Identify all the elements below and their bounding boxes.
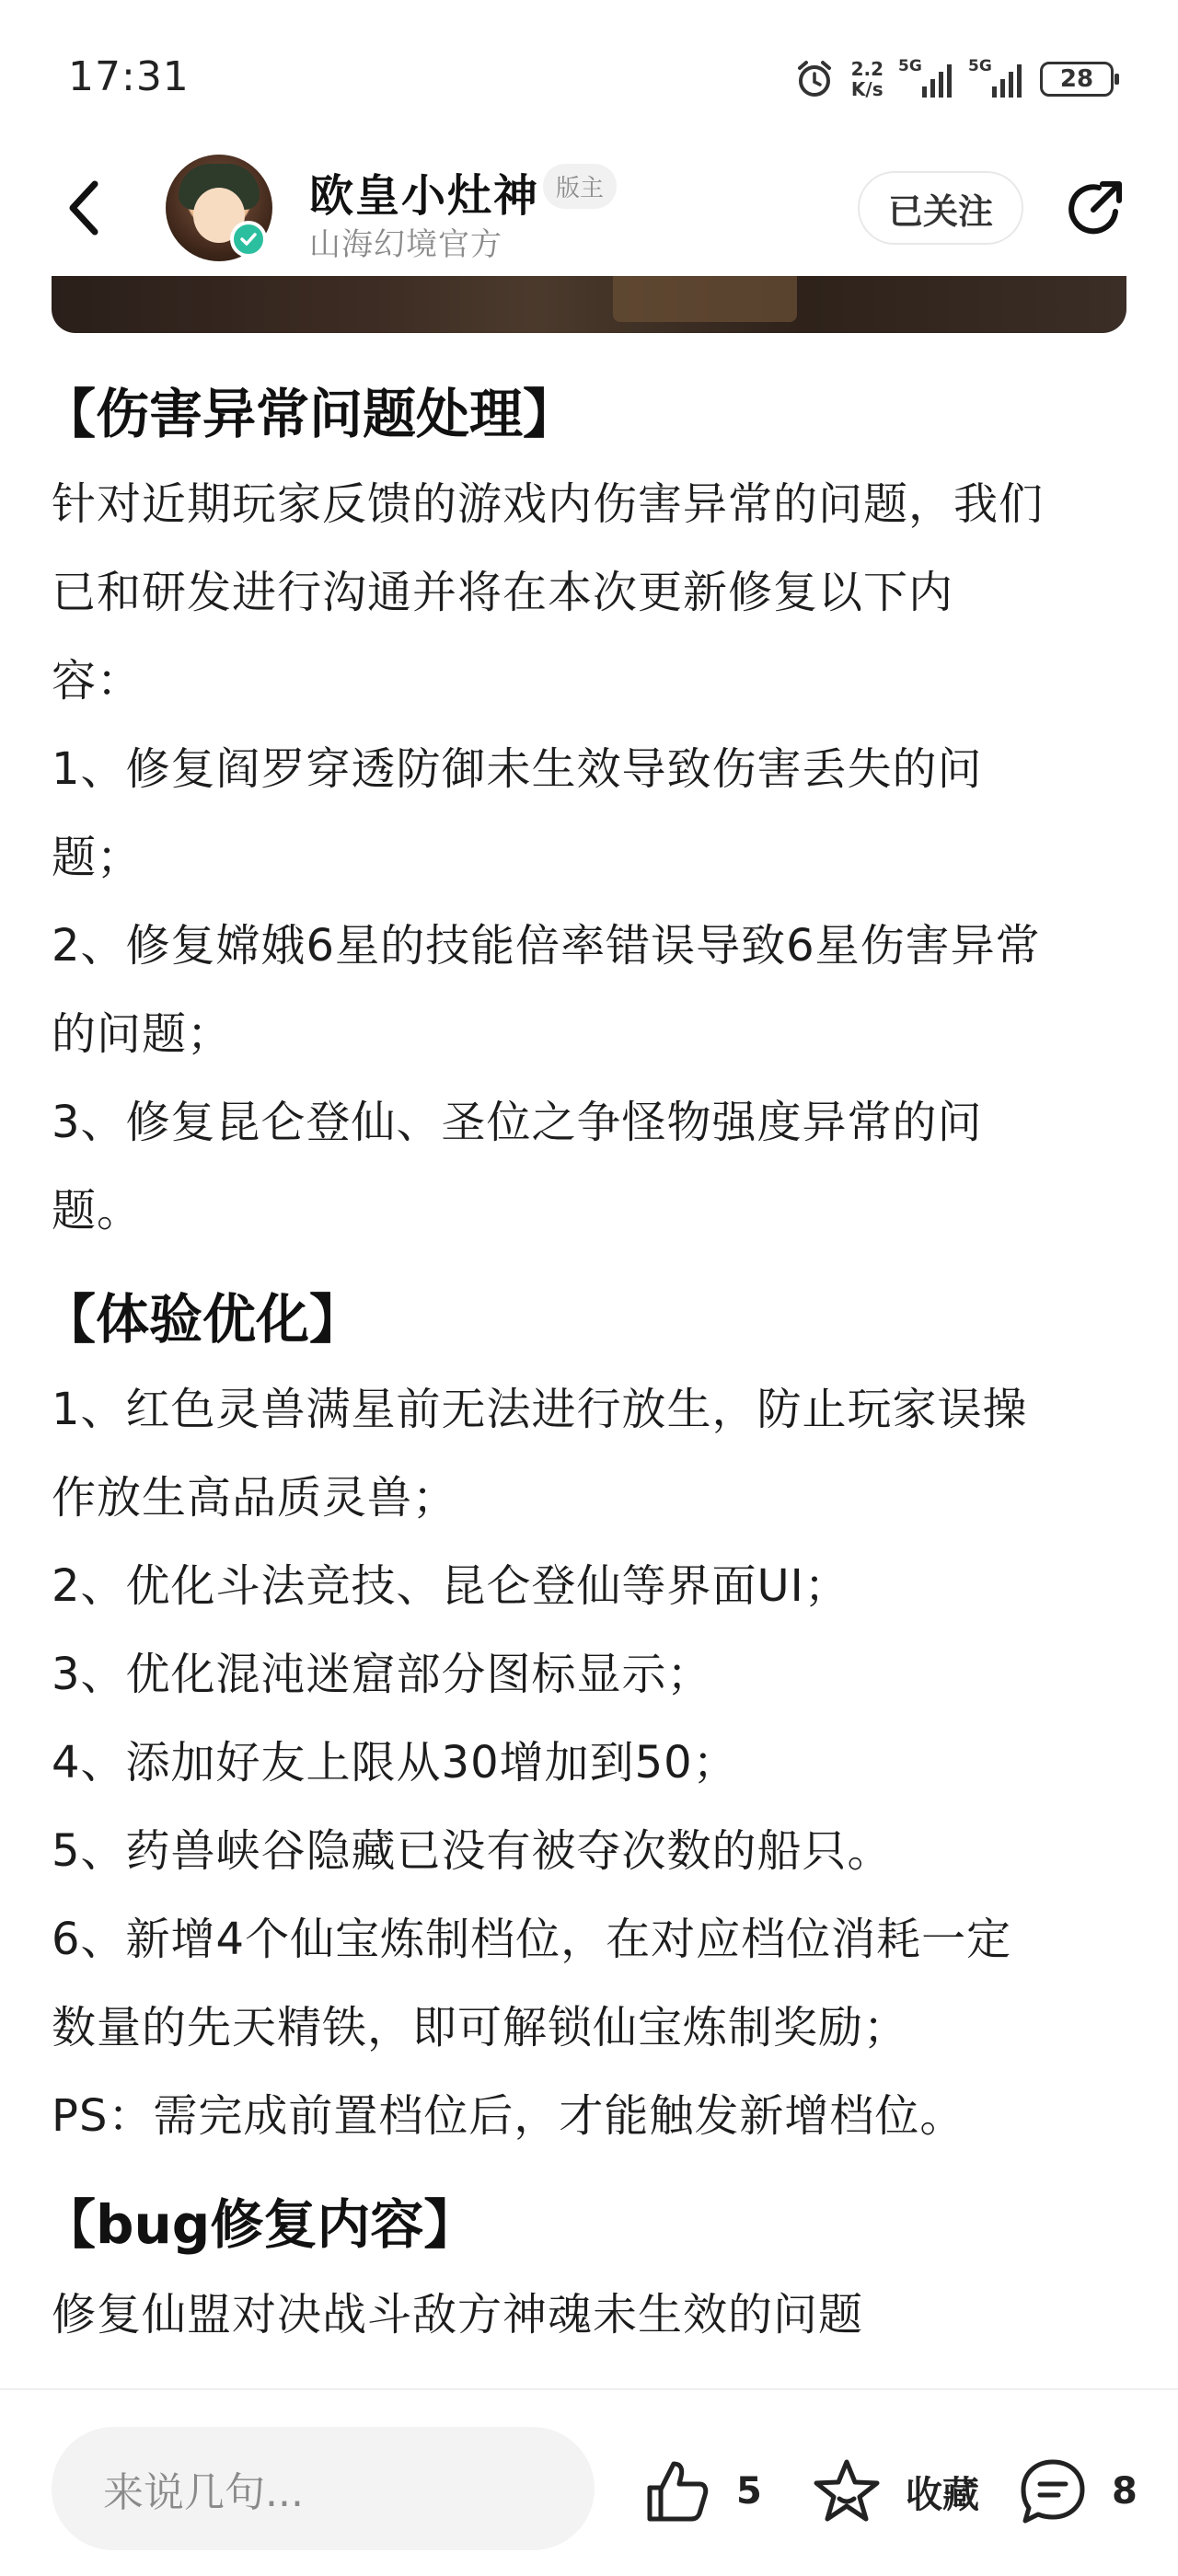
section-title: 【bug修复内容】 bbox=[42, 2193, 478, 2256]
section-bug-fix bbox=[42, 2179, 1128, 2359]
status-time: 17:31 bbox=[68, 53, 190, 100]
comment-count: 8 bbox=[1112, 2470, 1138, 2513]
network-type-label: 5G bbox=[968, 57, 992, 75]
status-icons bbox=[794, 53, 1114, 105]
paragraph-line: PS：需完成前置档位后，才能触发新增档位。 bbox=[52, 2090, 965, 2142]
paragraph-line: 的问题； bbox=[52, 1008, 233, 1060]
favorite-label: 收藏 bbox=[906, 2473, 979, 2516]
bottom-action-bar bbox=[0, 2388, 1178, 2576]
speed-unit: K/s bbox=[850, 78, 884, 100]
share-icon bbox=[1062, 175, 1128, 241]
paragraph-line: 2、优化斗法竞技、昆仑登仙等界面UI； bbox=[52, 1560, 849, 1612]
paragraph-line: 数量的先天精铁，即可解锁仙宝炼制奖励； bbox=[52, 2002, 909, 2053]
section-title: 【伤害异常问题处理】 bbox=[42, 383, 577, 445]
comment-input[interactable]: 来说几句... bbox=[52, 2427, 595, 2550]
post-image[interactable] bbox=[52, 276, 1126, 333]
paragraph-line: 6、新增4个仙宝炼制档位，在对应档位消耗一定 bbox=[52, 1914, 1012, 1965]
verified-icon bbox=[230, 221, 267, 258]
speed-value: 2.2 bbox=[850, 58, 884, 80]
moderator-badge: 版主 bbox=[543, 164, 617, 209]
back-button[interactable] bbox=[48, 171, 121, 245]
status-bar bbox=[0, 0, 1178, 138]
author-subtitle: 山海幻境官方 bbox=[309, 226, 502, 263]
paragraph-line: 4、添加好友上限从30增加到50； bbox=[52, 1737, 738, 1788]
like-button[interactable] bbox=[641, 2455, 762, 2528]
comment-icon bbox=[1016, 2455, 1090, 2528]
paragraph-line: 修复仙盟对决战斗敌方神魂未生效的问题 bbox=[52, 2289, 864, 2340]
signal-icon bbox=[898, 57, 953, 98]
post-header bbox=[0, 138, 1178, 276]
section-experience-optimization bbox=[42, 1273, 1128, 2160]
star-icon bbox=[810, 2455, 884, 2528]
signal-icon bbox=[968, 57, 1023, 98]
paragraph-line: 题； bbox=[52, 832, 143, 883]
battery-level: 28 bbox=[1059, 65, 1094, 93]
paragraph-line: 5、药兽峡谷隐藏已没有被夺次数的船只。 bbox=[52, 1825, 893, 1877]
network-speed bbox=[851, 59, 884, 99]
paragraph-line: 针对近期玩家反馈的游戏内伤害异常的问题，我们 bbox=[52, 478, 1045, 530]
paragraph-line: 1、红色灵兽满星前无法进行放生，防止玩家误操 bbox=[52, 1384, 1028, 1435]
section-damage-fix bbox=[42, 368, 1128, 1255]
paragraph-line: 作放生高品质灵兽； bbox=[52, 1472, 458, 1524]
alarm-icon bbox=[794, 59, 835, 99]
comment-button[interactable] bbox=[1016, 2455, 1138, 2528]
author-name[interactable]: 欧皇小灶神 bbox=[309, 170, 540, 222]
paragraph-line: 3、修复昆仑登仙、圣位之争怪物强度异常的问 bbox=[52, 1097, 983, 1148]
battery-icon bbox=[1040, 62, 1114, 97]
paragraph-line: 2、修复嫦娥6星的技能倍率错误导致6星伤害异常 bbox=[52, 920, 1041, 972]
section-title: 【体验优化】 bbox=[42, 1288, 364, 1351]
network-type-label: 5G bbox=[898, 57, 922, 75]
thumbs-up-icon bbox=[641, 2455, 714, 2528]
post-content bbox=[42, 368, 1128, 2359]
paragraph-line: 1、修复阎罗穿透防御未生效导致伤害丢失的问 bbox=[52, 743, 983, 795]
paragraph-line: 容： bbox=[52, 655, 143, 707]
share-button[interactable] bbox=[1058, 171, 1132, 245]
like-count: 5 bbox=[736, 2470, 762, 2513]
favorite-button[interactable] bbox=[810, 2455, 979, 2528]
follow-button[interactable]: 已关注 bbox=[858, 171, 1023, 245]
chevron-left-icon bbox=[62, 178, 108, 237]
paragraph-line: 3、优化混沌迷窟部分图标显示； bbox=[52, 1649, 712, 1700]
paragraph-line: 题。 bbox=[52, 1185, 143, 1236]
paragraph-line: 已和研发进行沟通并将在本次更新修复以下内 bbox=[52, 567, 954, 618]
